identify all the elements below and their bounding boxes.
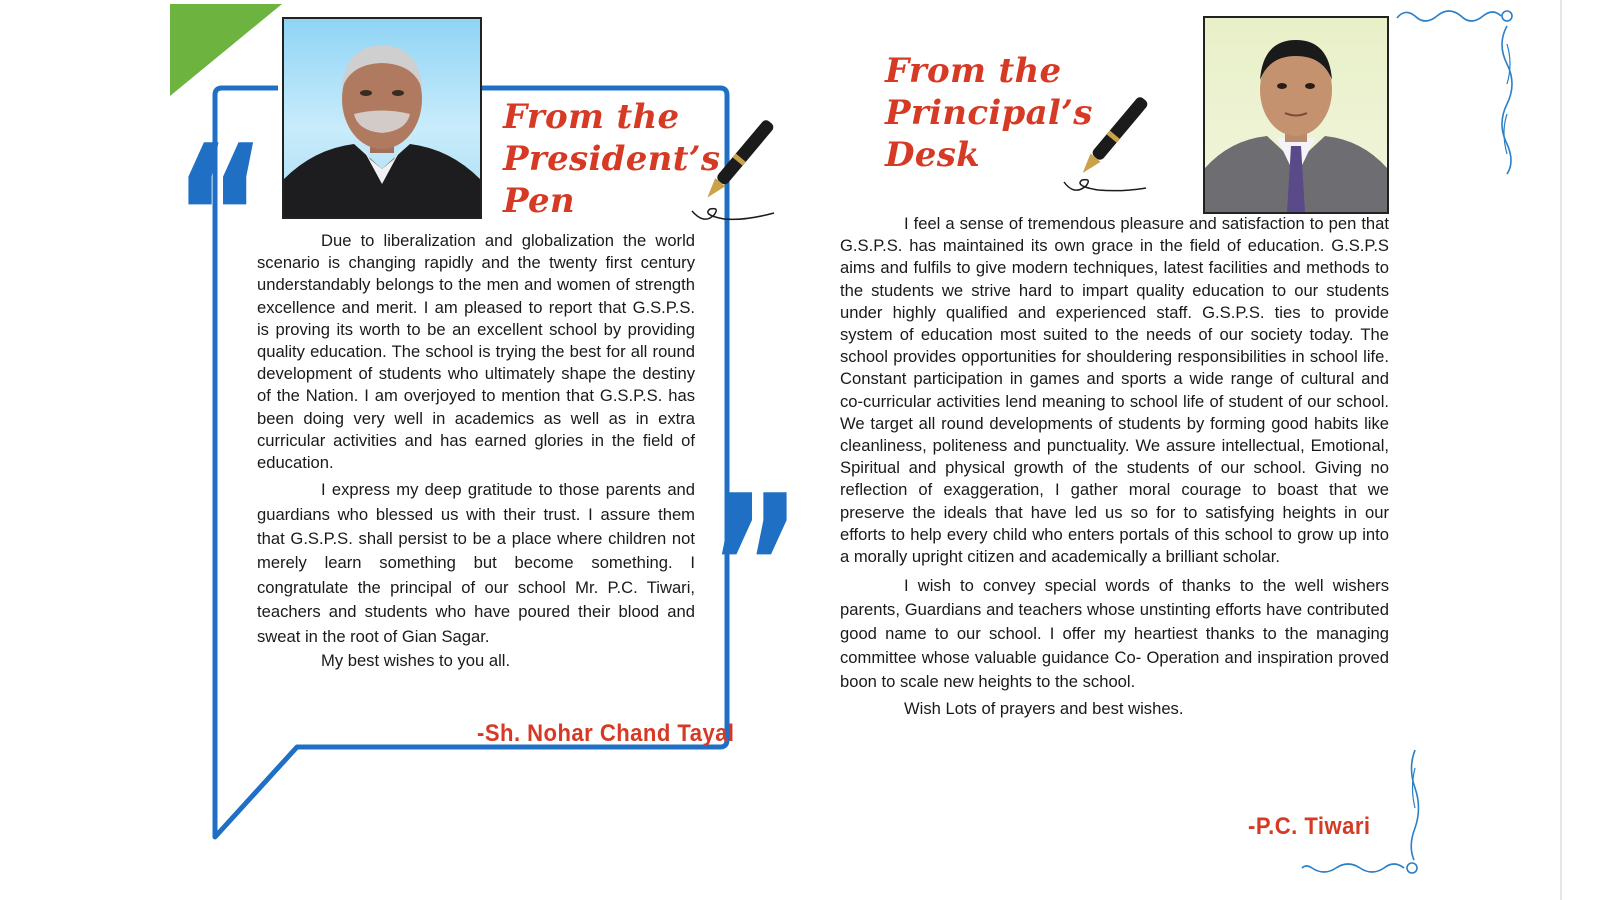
flourish-icon — [1300, 748, 1425, 878]
principal-heading-line1: From the — [885, 51, 1062, 91]
principal-paragraph-1: I feel a sense of tremendous pleasure and satisfaction to pen that G.S.P.S. has maintained its own grace in the field of education. G.S.P.S aims and fulfils to give modern techniques, latest facilities and methods to the students we strive hard to impart quality education to our students under highly qualified and experienced staff. G.S.P.S. ties to provide system of education most suited to the needs of our society today. The school provides opportunities for shouldering responsibilities in school life. Constant participation in games and sports a wide range of cultural and co-curricular activities lend meaning to school life of student of our school. We target all round developments of students by forming good habits like cleanliness, politeness and punctuality. We assure intellectual, Emotional, Spiritual and physical growth of the students of our school. Giving no reflection of exaggeration, I gather moral courage to boast that we preserve the ideals that have led us so for to satisfying heights in our efforts to help every child who enters portals of this school to grow up into a morally upright citizen and academically a brilliant scholar. — [840, 214, 1389, 567]
quote-close-icon: ” — [709, 453, 786, 686]
principal-portrait-image — [1205, 18, 1387, 212]
quote-open-icon: “ — [174, 103, 251, 336]
president-heading-line2: President’s — [503, 139, 721, 179]
pen-icon — [684, 115, 784, 227]
president-paragraph-1: Due to liberalization and globalization the world scenario is changing rapidly and the twenty first century understandably belongs to the men and women of strength excellence and merit. I am pleased to report that G.S.P.S. is proving its worth to be an excellent school by providing quality education. The school is trying the best for all round development of students who ultimately shape the destiny of the Nation. I am overjoyed to mention that G.S.P.S. has been doing very well in academics as well as in extra curricular activities and has earned glories in the field of education. — [257, 231, 695, 473]
principal-signature: -P.C. Tiwari — [1248, 813, 1371, 840]
principal-photo — [1203, 16, 1389, 214]
principal-message — [840, 213, 1389, 720]
president-photo — [282, 17, 482, 219]
president-heading-line1: From the — [503, 97, 680, 137]
president-heading-line3: Pen — [503, 181, 575, 221]
president-paragraph-2: I express my deep gratitude to those parents and guardians who blessed us with their trust. I assure them that G.S.P.S. shall persist to be a place where children not merely learn something but become something. I congratulate the principal of our school Mr. P.C. Tiwari, teachers and students who have poured their blood and sweat in the root of Gian Sagar. — [257, 480, 695, 646]
president-paragraph-3: My best wishes to you all. — [321, 651, 511, 671]
principal-heading-line3: Desk — [885, 135, 981, 175]
flourish-icon — [1395, 4, 1520, 179]
president-signature: -Sh. Nohar Chand Tayal — [477, 720, 735, 747]
president-message — [257, 230, 695, 673]
president-portrait-image — [284, 19, 480, 217]
pen-icon — [1058, 92, 1158, 200]
page-edge-divider — [1560, 0, 1562, 900]
principal-paragraph-3: Wish Lots of prayers and best wishes. — [904, 699, 1184, 719]
principal-paragraph-2: I wish to convey special words of thanks to the well wishers parents, Guardians and teachers whose unstinting efforts have contributed good name to our school. I offer my heartiest thanks to the managing committee whose valuable guidance Co- Operation and inspiration proved boon to scale new heights to the school. — [840, 576, 1389, 692]
principal-heading-line2: Principal’s — [885, 93, 1093, 133]
